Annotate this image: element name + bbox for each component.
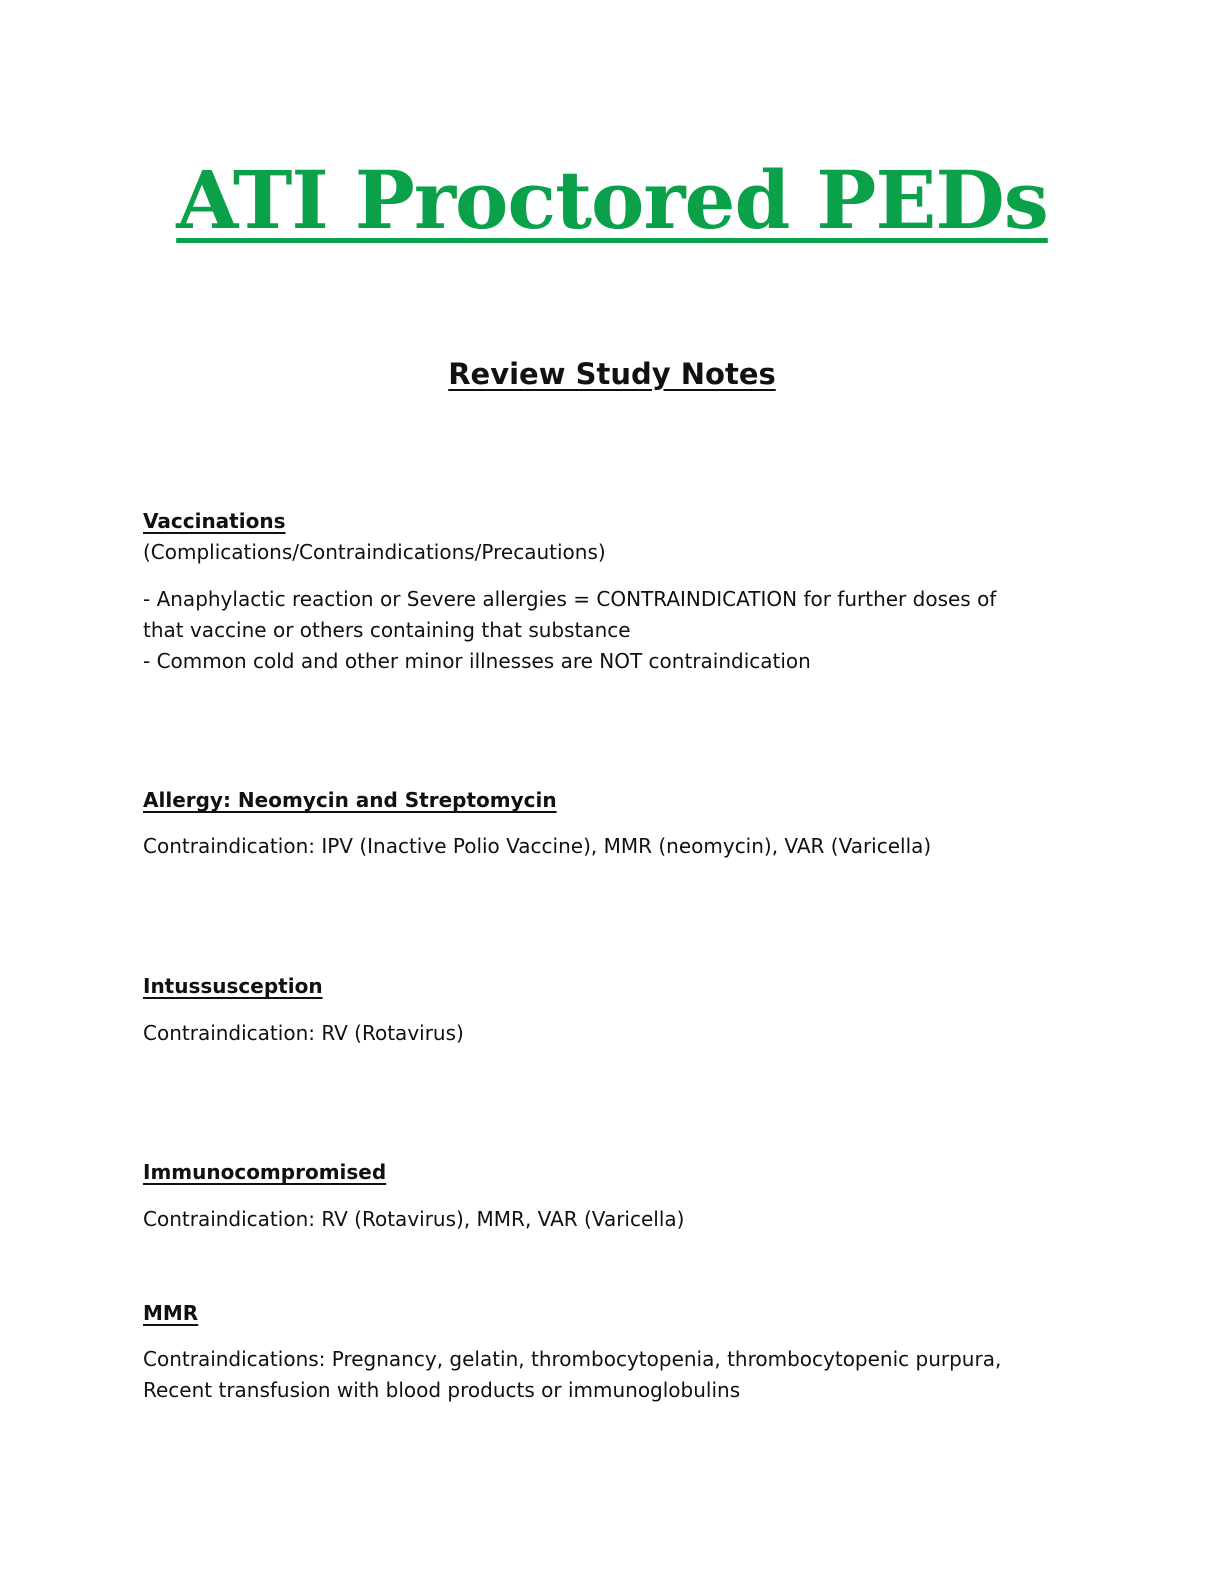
section-text-line: - Common cold and other minor illnesses are NOT contraindication xyxy=(143,649,811,673)
section-text-line: Recent transfusion with blood products or immunoglobulins xyxy=(143,1378,741,1402)
section-heading-intussusception: Intussusception xyxy=(143,974,323,998)
section-text-line: Contraindication: IPV (Inactive Polio Vaccine), MMR (neomycin), VAR (Varicella) xyxy=(143,834,932,858)
section-heading-mmr: MMR xyxy=(143,1301,199,1325)
section-text-line: Contraindication: RV (Rotavirus) xyxy=(143,1021,464,1045)
section-heading-immunocompromised: Immunocompromised xyxy=(143,1160,387,1184)
section-text-line: Contraindication: RV (Rotavirus), MMR, VAR (Varicella) xyxy=(143,1207,685,1231)
section-text-line: that vaccine or others containing that substance xyxy=(143,618,631,642)
section-text-line: - Anaphylactic reaction or Severe allergies = CONTRAINDICATION for further doses of xyxy=(143,587,997,611)
section-text-line: (Complications/Contraindications/Precautions) xyxy=(143,540,606,564)
document-subtitle: Review Study Notes xyxy=(448,357,776,391)
section-heading-vaccinations: Vaccinations xyxy=(143,509,286,533)
document-title: ATI Proctored PEDs xyxy=(176,153,1048,247)
section-text-line: Contraindications: Pregnancy, gelatin, thrombocytopenia, thrombocytopenic purpura, xyxy=(143,1347,1002,1371)
section-heading-allergy: Allergy: Neomycin and Streptomycin xyxy=(143,788,557,812)
